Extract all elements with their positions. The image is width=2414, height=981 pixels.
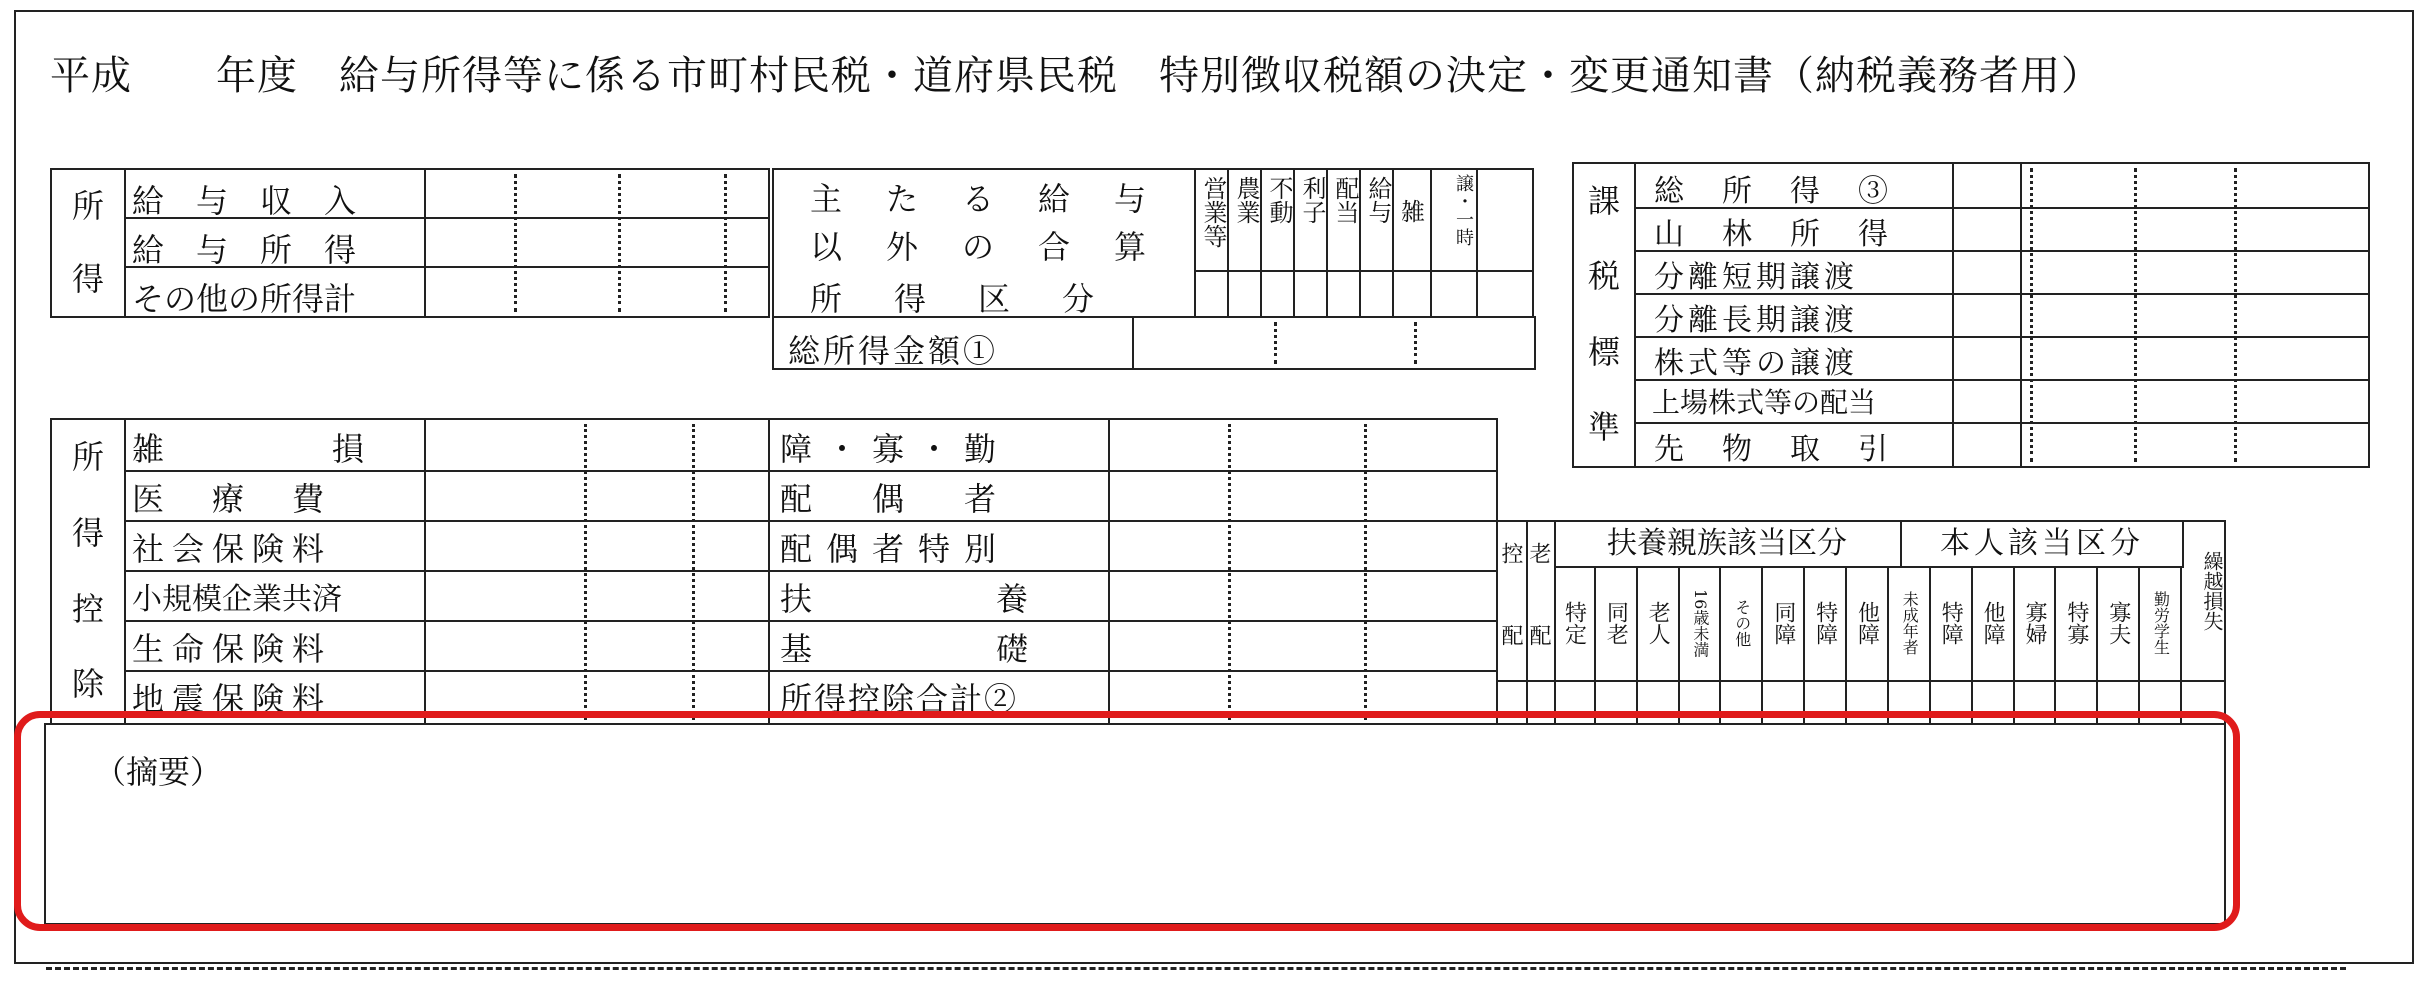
- tax-base-row-3: 分離長期譲渡: [1654, 303, 1858, 338]
- label-char: 課: [1587, 181, 1620, 220]
- other-income-labels: [774, 170, 1196, 316]
- other-income-block: [772, 168, 1534, 318]
- dependent-col-1: 同老: [1596, 566, 1638, 680]
- tax-base-section-label: [1574, 164, 1636, 466]
- deduction-right-row-1: 配 偶 者: [780, 480, 1011, 518]
- deduction-right-row-4: 基 礎: [780, 630, 1069, 668]
- dependent-col-4: その他: [1721, 566, 1763, 680]
- category-headers: [1194, 170, 1532, 316]
- other-income-row-1: 以 外 の 合 算: [810, 228, 1153, 266]
- highlight-box: [14, 711, 2240, 931]
- deduction-row-5: 地震保険料: [132, 680, 333, 718]
- income-labels: [124, 170, 426, 316]
- total-income-row: [772, 316, 1536, 370]
- income-row-1: 給 与 所 得: [132, 231, 357, 269]
- dependents-block: [1496, 520, 2226, 723]
- deduction-right-row-3: 扶 養: [780, 580, 1069, 618]
- title-era: 平成: [50, 53, 132, 99]
- form-title: [50, 44, 2102, 101]
- summary-label: （摘要）: [94, 753, 223, 791]
- total-income-label: 総所得金額①: [788, 332, 999, 370]
- dependent-col-3: 16歳未満: [1680, 566, 1722, 680]
- category-eigyo: 営業等: [1199, 176, 1227, 248]
- income-section-label: [52, 170, 126, 316]
- label-char: 準: [1587, 408, 1620, 447]
- tax-base-row-4: 株式等の譲渡: [1654, 346, 1858, 381]
- label-char: 得: [71, 259, 104, 298]
- label-char: 所: [71, 438, 104, 477]
- dependent-col-6: 特障: [1805, 566, 1847, 680]
- dependent-col-14: 勤労学生: [2140, 566, 2182, 680]
- label-char: 控: [71, 589, 104, 628]
- income-values: [424, 170, 768, 316]
- tax-base-row-1: 山 林 所 得: [1654, 217, 1892, 252]
- deductions-block: [50, 418, 1498, 723]
- tax-base-values: [1950, 162, 2370, 468]
- tax-base-row-5: 上場株式等の配当: [1652, 386, 1877, 419]
- label-char: 税: [1587, 257, 1620, 296]
- dependent-col-2: 老人: [1638, 566, 1680, 680]
- deduction-row-2: 社会保険料: [132, 530, 333, 568]
- tax-base-row-2: 分離短期譲渡: [1654, 260, 1858, 295]
- category-kyuyo: 給与: [1364, 176, 1392, 224]
- deductions-section-label: [52, 420, 126, 723]
- income-row-2: その他の所得計: [132, 280, 357, 318]
- category-haito: 配当: [1331, 176, 1359, 224]
- deduction-right-row-0: 障・寡・勤: [780, 430, 1011, 468]
- dependent-col-0: 特定: [1554, 566, 1596, 680]
- dependents-group-header: 扶養親族該当区分: [1554, 522, 1902, 568]
- dependent-col-5: 同障: [1763, 566, 1805, 680]
- dependent-col-12: 特寡: [2056, 566, 2098, 680]
- label-char: 所: [71, 186, 104, 225]
- tax-base-row-0: 総 所 得 ③: [1654, 174, 1892, 209]
- category-joto-ichiji: 譲・一時: [1453, 174, 1474, 246]
- label-char: 得: [71, 513, 104, 552]
- income-row-0: 給 与 収 入: [132, 182, 357, 220]
- category-zatsu: 雑: [1401, 198, 1425, 226]
- title-text: 年度 給与所得等に係る市町村民税・道府県民税 特別徴収税額の決定・変更通知書（納税義務者用）: [216, 53, 2102, 99]
- label-char: 標: [1587, 332, 1620, 371]
- col-kohai-label: 控配: [1498, 542, 1523, 706]
- dependent-col-13: 寡夫: [2098, 566, 2140, 680]
- deduction-row-1: 医 療 費: [132, 480, 333, 518]
- dependent-col-8: 未成年者: [1889, 566, 1931, 680]
- label-char: 除: [71, 665, 104, 704]
- dependent-col-9: 特障: [1931, 566, 1973, 680]
- category-nogyo: 農業: [1232, 176, 1260, 224]
- deduction-right-row-5: 所得控除合計②: [780, 680, 1019, 718]
- deduction-right-row-2: 配偶者特別: [780, 530, 1011, 568]
- dependent-col-11: 寡婦: [2015, 566, 2057, 680]
- other-income-row-0: 主 た る 給 与: [810, 180, 1153, 218]
- income-block: [50, 168, 770, 318]
- dependent-col-10: 他障: [1973, 566, 2015, 680]
- tax-base-labels: [1634, 164, 1952, 466]
- other-income-row-2: 所 得 区 分: [810, 280, 1105, 318]
- dependent-col-7: 他障: [1847, 566, 1889, 680]
- category-fudo: 不動: [1265, 176, 1293, 224]
- category-rishi: 利子: [1298, 176, 1326, 224]
- col-kurikoshi: 繰越損失: [2200, 551, 2224, 631]
- col-rohai: [1526, 522, 1556, 723]
- deduction-row-0: 雑 損: [132, 430, 373, 468]
- cut-line: [46, 967, 2346, 970]
- col-rohai-label: 老配: [1526, 542, 1551, 706]
- tax-base-row-6: 先 物 取 引: [1654, 432, 1892, 467]
- self-group-header: 本人該当区分: [1902, 522, 2184, 568]
- deduction-row-3: 小規模企業共済: [132, 582, 342, 617]
- deduction-row-4: 生命保険料: [132, 630, 333, 668]
- dependents-columns: [1554, 566, 2182, 723]
